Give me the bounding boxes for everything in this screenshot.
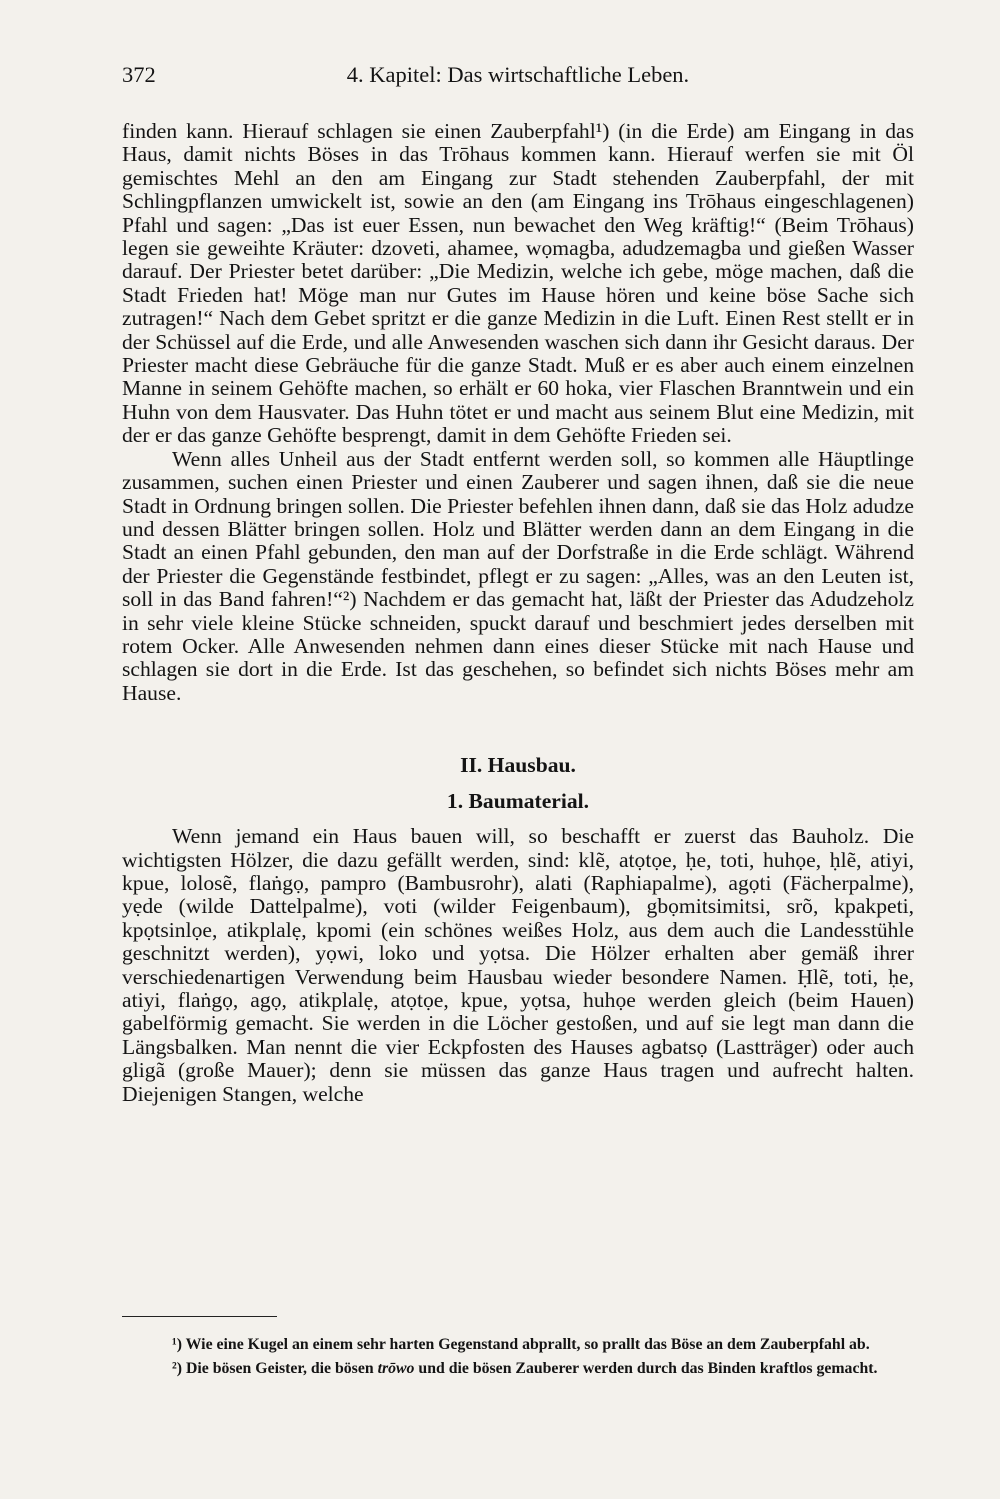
footnote-divider: [122, 1316, 277, 1317]
main-text: [122, 120, 914, 1106]
paragraph-unheil: Wenn alles Unheil aus der Stadt entfernt werden soll, so kommen alle Häuptlinge zusammen, suchen einen Priester und einen Zauberer und sagen ihnen, daß sie die neue Stadt in Ordnung bringen sollen. Die Priester befehlen ihnen dann, daß sie das Holz adudze und dessen Blätter bringen sollen. Holz und Blätter werden dann an dem Eingang in die Stadt an einen Pfahl gebunden, den man auf der Dorfstraße in die Erde schlägt. Während der Priester die Gegenstände festbindet, pflegt er zu sagen: „Alles, was an den Leuten ist, soll in das Band fahren!“²) Nachdem er das gemacht hat, läßt der Priester das Adudzeholz in sehr viele kleine Stücke schneiden, spuckt darauf und beschmiert jedes derselben mit rotem Ocker. Alle Anwesenden nehmen dann eines dieser Stücke mit nach Hause und schlagen sie dort in die Erde. Ist das geschehen, so befindet sich nichts Böses mehr am Hause.: [122, 446, 914, 705]
footnote-text: Wie eine Kugel an einem sehr harten Gegenstand abprallt, so prallt das Böse an dem Zauberpfahl ab.: [185, 1336, 870, 1353]
footnote-1: [122, 1336, 914, 1354]
section-heading: II. Hausbau.: [460, 753, 576, 778]
footnotes: [122, 1336, 914, 1384]
footnote-text: Die bösen Geister, die bösen: [185, 1360, 374, 1378]
footnote-text: und die bösen Zauberer werden durch das Binden kraftlos gemacht.: [418, 1360, 878, 1378]
footnote-2: [122, 1360, 914, 1378]
page-header: [122, 62, 914, 98]
running-title: 4. Kapitel: Das wirtschaftliche Leben.: [346, 62, 690, 87]
paragraph-continuation: finden kann. Hierauf schlagen sie einen Zauberpfahl¹) (in die Erde) am Eingang in das Haus, damit nichts Böses in das Trōhaus kommen kann. Hierauf werfen sie mit Öl gemischtes Mehl an den am Eingang zur Stadt stehenden Zauberpfahl, der mit Schlingpflanzen umwickelt ist, sowie an den (am Eingang ins Trōhaus eingeschlagenen) Pfahl und sagen: „Das ist euer Essen, nun bewachet den Weg kräftig!“ (Beim Trōhaus) legen sie geweihte Kräuter: dzoveti, ahamee, wọmagba, adudzemagba und gießen Wasser darauf. Der Priester betet darüber: „Die Medizin, welche ich gebe, möge machen, daß die Stadt Frieden hat! Möge man nur Gutes im Hause hören und keine böse Sache sich zutragen!“ Nach dem Gebet spritzt er die ganze Medizin in die Luft. Einen Rest stellt er in der Schüssel auf die Erde, und alle Anwesenden waschen sich dann ihr Gesicht daraus. Der Priester macht diese Gebräuche für die ganze Stadt. Muß er es aber auch einem einzelnen Manne in seinem Gehöfte machen, so erhält er 60 hoka, vier Flaschen Branntwein und ein Huhn von dem Hausvater. Das Huhn tötet er und macht aus seinem Blut eine Medizin, mit der er das ganze Gehöfte besprengt, damit in dem Gehöfte Frieden sei.: [122, 119, 914, 448]
subsection-heading: 1. Baumaterial.: [446, 789, 590, 814]
footnote-italic-term: trōwo: [377, 1360, 415, 1378]
footnote-marker: ¹): [172, 1336, 182, 1353]
paragraph-baumaterial: Wenn jemand ein Haus bauen will, so beschafft er zuerst das Bauholz. Die wichtigsten Hölzer, die dazu gefällt werden, sind: klẽ, atọtọe, ḥe, toti, huhọe, ḥlẽ, atiyi, kpue, lolosẽ, flaṅgọ, pampro (Bambusrohr), alati (Raphiapalme), agọti (Fächerpalme), yẹde (wilde Dattelpalme), voti (wilder Feigenbaum), gbọmitsimitsi, srõ, kpakpeti, kpọtsinlọe, atikplalẹ, kpomi (ein schönes weißes Holz, aus dem auch die Landesstühle geschnitzt werden), yọwi, loko und yọtsa. Die Hölzer erhalten aber gemäß ihrer verschiedenartigen Verwendung beim Hausbau wieder besondere Namen. Ḥlẽ, toti, ḥe, atiyi, flaṅgọ, agọ, atikplalẹ, atọtọe, kpue, yọtsa, huhọe werden gleich (beim Hauen) gabelförmig gemacht. Sie werden in die Löcher gestoßen, und auf sie legt man dann die Längsbalken. Man nennt die vier Eckpfosten des Hauses agbatsọ (Lastträger) oder auch gligã (große Mauer); denn sie müssen das ganze Haus tragen und aufrecht halten. Diejenigen Stangen, welche: [122, 824, 914, 1106]
footnote-marker: ²): [172, 1360, 182, 1378]
page-number: 372: [122, 62, 156, 87]
